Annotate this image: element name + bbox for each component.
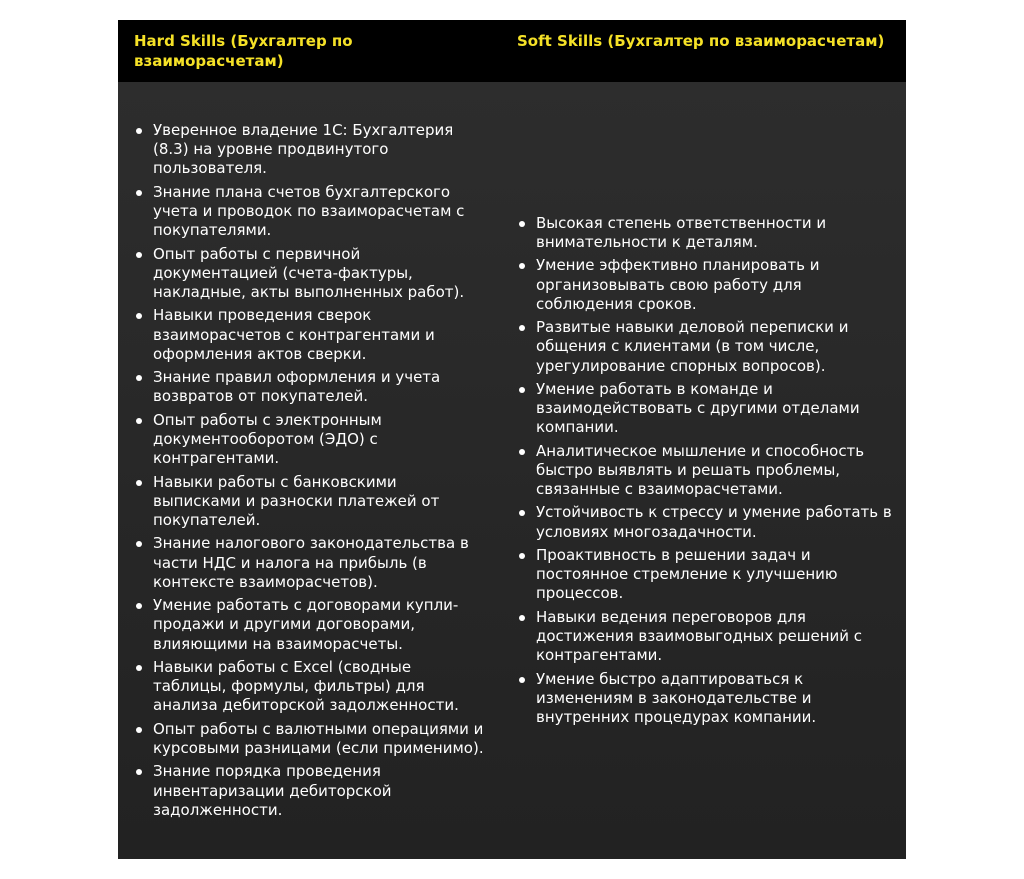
- list-item: Умение работать с договорами купли-продажи и другими договорами, влияющими на взаиморасчеты.: [153, 596, 485, 654]
- table-body-row: [118, 82, 906, 859]
- hard-skills-header: Hard Skills (Бухгалтер по взаиморасчетам): [134, 32, 353, 70]
- list-item: Навыки работы с банковскими выписками и разноски платежей от покупателей.: [153, 473, 485, 531]
- list-item: Знание плана счетов бухгалтерского учета и проводок по взаиморасчетам с покупателями.: [153, 183, 485, 241]
- list-item: Навыки работы с Excel (сводные таблицы, формулы, фильтры) для анализа дебиторской задолженности.: [153, 658, 485, 716]
- list-item: Знание налогового законодательства в части НДС и налога на прибыль (в контексте взаиморасчетов).: [153, 534, 485, 592]
- skills-table: [118, 20, 906, 859]
- list-item: Умение работать в команде и взаимодействовать с другими отделами компании.: [536, 380, 894, 438]
- list-item: Опыт работы с первичной документацией (счета-фактуры, накладные, акты выполненных работ).: [153, 245, 485, 303]
- hard-skills-cell: [118, 82, 501, 859]
- table-header-row: [118, 20, 906, 82]
- list-item: Навыки ведения переговоров для достижения взаимовыгодных решений с контрагентами.: [536, 608, 894, 666]
- soft-skills-cell: [501, 82, 906, 859]
- list-item: Развитые навыки деловой переписки и общения с клиентами (в том числе, урегулирование спорных вопросов).: [536, 318, 894, 376]
- list-item: Опыт работы с электронным документооборотом (ЭДО) с контрагентами.: [153, 411, 485, 469]
- list-item: Уверенное владение 1С: Бухгалтерия (8.3) на уровне продвинутого пользователя.: [153, 121, 485, 179]
- soft-skills-header: Soft Skills (Бухгалтер по взаиморасчетам): [517, 32, 885, 50]
- hard-skills-list: [118, 121, 501, 820]
- list-item: Навыки проведения сверок взаиморасчетов с контрагентами и оформления актов сверки.: [153, 306, 485, 364]
- list-item: Знание правил оформления и учета возвратов от покупателей.: [153, 368, 485, 406]
- list-item: Опыт работы с валютными операциями и курсовыми разницами (если применимо).: [153, 719, 484, 757]
- list-item: Знание порядка проведения инвентаризации дебиторской задолженности.: [153, 762, 485, 820]
- list-item: Устойчивость к стрессу и умение работать в условиях многозадачности.: [536, 503, 894, 541]
- list-item: Проактивность в решении задач и постоянное стремление к улучшению процессов.: [536, 546, 894, 604]
- list-item: Высокая степень ответственности и внимательности к деталям.: [536, 214, 894, 252]
- list-item: Умение эффективно планировать и организовывать свою работу для соблюдения сроков.: [536, 256, 894, 314]
- list-item: Аналитическое мышление и способность быстро выявлять и решать проблемы, связанные с взаиморасчетами.: [536, 442, 894, 500]
- soft-skills-list: [501, 214, 906, 728]
- list-item: Умение быстро адаптироваться к изменениям в законодательстве и внутренних процедурах компании.: [536, 670, 894, 728]
